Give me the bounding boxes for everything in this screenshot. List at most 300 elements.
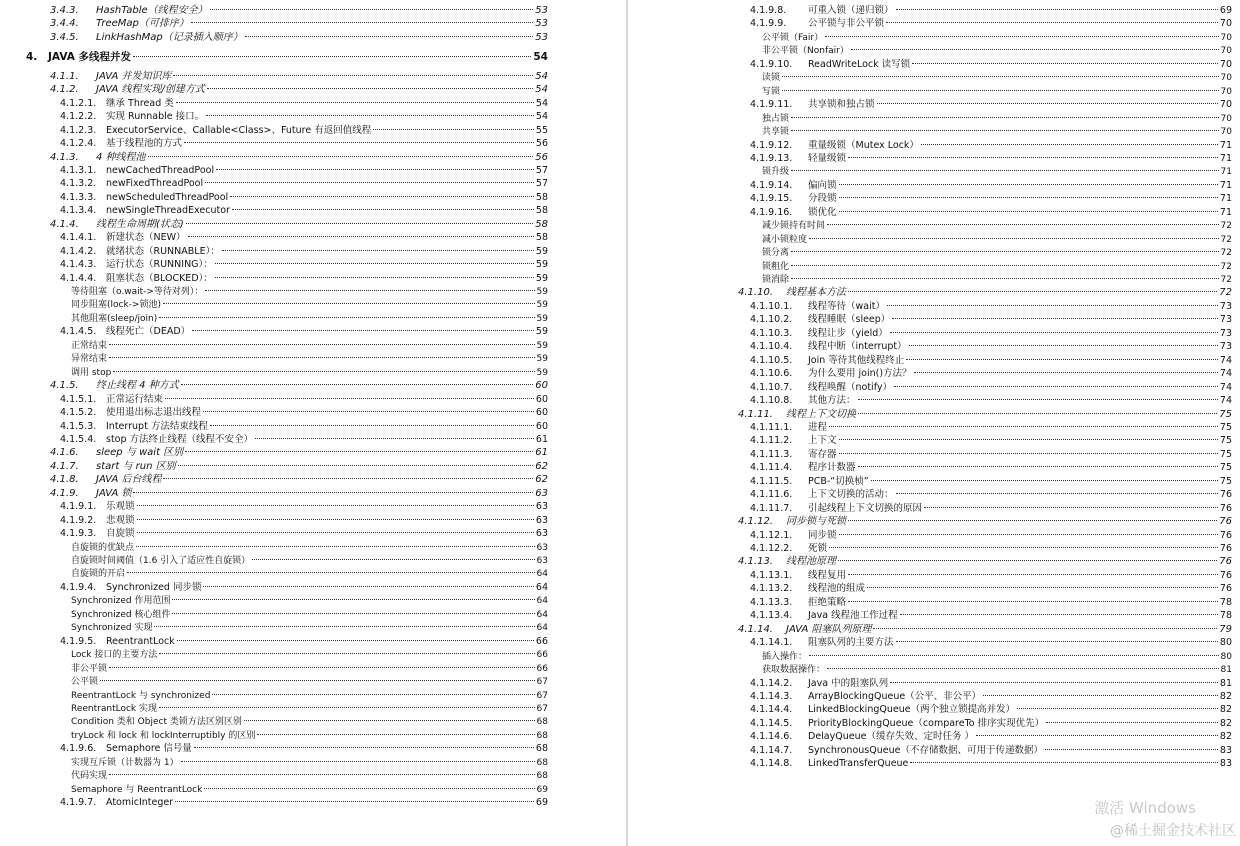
toc-page-number: 76 [1219, 583, 1232, 595]
toc-title: 实现互斥锁（计数器为 1） [71, 757, 179, 768]
toc-entry[interactable] [0, 84, 620, 96]
toc-page-number: 71 [1219, 193, 1232, 205]
toc-leader [858, 399, 1218, 400]
toc-leader [829, 547, 1218, 548]
toc-page-number: 53 [535, 18, 548, 30]
toc-leader [839, 439, 1218, 440]
activate-windows-watermark: 激活 Windows [1094, 799, 1196, 817]
toc-page-number: 73 [1219, 341, 1232, 353]
toc-entry[interactable] [632, 570, 1240, 582]
toc-title: LinkedTransferQueue [808, 758, 909, 770]
toc-number: 4.1.9.15. [750, 193, 793, 205]
toc-page-number: 73 [1219, 300, 1232, 312]
toc-title: 运行状态（RUNNING）： [106, 259, 213, 271]
toc-entry[interactable] [632, 691, 1240, 703]
toc-entry[interactable] [0, 542, 620, 554]
toc-title: JAVA 线程实现/创建方式 [96, 84, 205, 96]
toc-entry[interactable] [632, 341, 1240, 353]
toc-entry[interactable] [632, 678, 1240, 690]
toc-leader [210, 425, 534, 426]
toc-entry[interactable] [632, 664, 1240, 676]
toc-title: 代码实现 [71, 771, 108, 782]
toc-entry[interactable] [632, 59, 1240, 71]
toc-entry[interactable] [0, 649, 620, 661]
toc-leader [245, 36, 533, 37]
toc-entry[interactable] [0, 5, 620, 17]
toc-entry[interactable] [632, 651, 1240, 663]
toc-entry[interactable] [632, 409, 1240, 421]
toc-page-number: 68 [536, 757, 548, 768]
toc-page-number: 59 [535, 272, 548, 284]
toc-page-number: 72 [1220, 234, 1232, 245]
toc-number: 4.1.2.2. [60, 111, 97, 123]
toc-number: 4.1.11.5. [750, 475, 793, 487]
toc-entry[interactable] [632, 126, 1240, 138]
toc-entry[interactable] [0, 178, 620, 190]
toc-page-number: 80 [1220, 651, 1232, 662]
toc-page-number: 66 [536, 650, 548, 661]
toc-page-number: 71 [1219, 152, 1232, 164]
toc-entry[interactable] [632, 193, 1240, 205]
toc-entry[interactable] [0, 219, 620, 231]
toc-page-number: 76 [1219, 569, 1232, 581]
toc-number: 4.1.7. [50, 460, 79, 472]
toc-page-number: 72 [1220, 221, 1232, 232]
toc-entry[interactable] [0, 515, 620, 527]
toc-entry[interactable] [632, 314, 1240, 326]
toc-leader [159, 653, 534, 654]
toc-entry[interactable] [632, 435, 1240, 447]
toc-entry[interactable] [0, 232, 620, 244]
toc-title: 阻塞队列的主要方法 [808, 637, 894, 649]
toc-page-number: 75 [1219, 408, 1232, 420]
toc-number: 4.1.9.2. [60, 514, 97, 526]
toc-title: 自旋锁的优缺点 [71, 542, 135, 553]
toc-entry[interactable] [632, 449, 1240, 461]
toc-leader [892, 318, 1218, 319]
toc-entry[interactable] [632, 45, 1240, 57]
toc-entry[interactable] [0, 757, 620, 769]
toc-title: LinkHashMap（记录插入顺序） [96, 31, 243, 43]
toc-leader [886, 22, 1218, 23]
toc-entry[interactable] [632, 99, 1240, 111]
toc-page-number: 53 [535, 5, 548, 16]
toc-entry[interactable] [632, 328, 1240, 340]
toc-entry[interactable] [0, 111, 620, 123]
toc-page-number: 82 [1219, 690, 1232, 702]
toc-number: 4.1.12. [738, 516, 773, 528]
toc-title: 线程死亡（DEAD） [106, 326, 191, 338]
toc-page-number: 63 [535, 528, 548, 540]
toc-leader [921, 144, 1218, 145]
toc-leader [791, 251, 1219, 252]
toc-entry[interactable] [0, 353, 620, 365]
toc-entry[interactable] [0, 582, 620, 594]
toc-page-number: 59 [536, 300, 548, 311]
toc-entry[interactable] [0, 555, 620, 567]
toc-entry[interactable] [632, 637, 1240, 649]
toc-page-number: 81 [1220, 665, 1232, 676]
toc-entry[interactable] [0, 192, 620, 204]
toc-entry[interactable] [632, 274, 1240, 286]
toc-entry[interactable] [632, 476, 1240, 488]
toc-number: 4.1.12.1. [750, 529, 793, 541]
toc-leader [896, 493, 1218, 494]
toc-entry[interactable] [0, 528, 620, 540]
toc-page-number: 69 [536, 784, 548, 795]
toc-page-number: 58 [535, 191, 548, 203]
toc-leader [839, 534, 1218, 535]
toc-leader [137, 505, 534, 506]
toc-page-number: 71 [1219, 179, 1232, 191]
toc-entry[interactable] [0, 138, 620, 150]
toc-title: 重量级锁（Mutex Lock） [808, 139, 919, 151]
toc-number: 4.1.2.1. [60, 97, 97, 109]
toc-entry[interactable] [632, 5, 1240, 17]
toc-page-number: 75 [1219, 435, 1232, 447]
toc-title: 线程池原理 [786, 556, 836, 568]
toc-number: 4.1.4.2. [60, 245, 97, 257]
toc-entry[interactable] [632, 180, 1240, 192]
toc-entry[interactable] [632, 624, 1240, 636]
toc-entry[interactable] [0, 784, 620, 796]
toc-entry[interactable] [0, 246, 620, 258]
toc-leader [133, 492, 533, 493]
toc-page-number: 56 [535, 151, 548, 163]
toc-entry[interactable] [0, 152, 620, 164]
toc-entry[interactable] [0, 447, 620, 459]
toc-entry[interactable] [0, 501, 620, 513]
toc-entry[interactable] [632, 758, 1240, 770]
toc-page-number: 78 [1219, 596, 1232, 608]
toc-entry[interactable] [0, 205, 620, 217]
toc-title: Synchronized 实现 [71, 623, 153, 634]
toc-title: PCB-“切换桢” [808, 475, 869, 487]
toc-leader [252, 559, 534, 560]
toc-entry[interactable] [632, 72, 1240, 84]
toc-page-number: 76 [1219, 543, 1232, 554]
toc-page-number: 72 [1219, 287, 1232, 299]
toc-page-number: 58 [535, 232, 548, 244]
toc-entry[interactable] [632, 543, 1240, 555]
toc-title: 公平锁（Fair） [762, 32, 824, 43]
toc-page-number: 57 [535, 178, 548, 190]
toc-entry[interactable] [0, 568, 620, 580]
toc-title: 新建状态（NEW） [106, 232, 186, 244]
toc-title: 锁消除 [762, 275, 790, 285]
toc-title: 公平锁 [71, 677, 99, 688]
toc-number: 4.1.5.3. [60, 420, 97, 432]
toc-title: Interrupt 方法结束线程 [106, 420, 208, 432]
toc-entry[interactable] [632, 355, 1240, 367]
toc-entry[interactable] [0, 636, 620, 648]
toc-leader [906, 359, 1218, 360]
toc-leader [109, 344, 535, 345]
toc-leader [109, 357, 535, 358]
toc-title: 可重入锁（递归锁） [808, 5, 894, 16]
toc-entry[interactable] [0, 71, 620, 83]
toc-leader [194, 747, 534, 748]
toc-leader [215, 263, 534, 264]
toc-number: 4.1.11.1. [750, 421, 793, 433]
toc-number: 4.1.13.1. [750, 569, 793, 581]
toc-number: 4.1.9.10. [750, 58, 793, 70]
toc-title: 同步锁 [808, 529, 837, 541]
toc-entry[interactable] [0, 367, 620, 379]
toc-leader [839, 453, 1218, 454]
toc-number: 4.1.3.2. [60, 178, 97, 190]
toc-title: JAVA 后台线程 [96, 474, 162, 486]
toc-leader [257, 734, 534, 735]
toc-number: 4.1.11.7. [750, 502, 793, 514]
toc-entry[interactable] [0, 273, 620, 285]
toc-leader [791, 130, 1219, 131]
toc-entry[interactable] [632, 86, 1240, 98]
toc-number: 4.1.11.3. [750, 448, 793, 460]
toc-leader [159, 317, 534, 318]
toc-leader [791, 117, 1219, 118]
toc-entry[interactable] [0, 407, 620, 419]
toc-entry[interactable] [0, 461, 620, 473]
toc-page-number: 63 [535, 501, 548, 513]
toc-title: 实现 Runnable 接口。 [106, 111, 205, 123]
toc-leader [871, 480, 1218, 481]
toc-entry[interactable] [0, 98, 620, 110]
toc-page-number: 54 [535, 111, 548, 123]
toc-entry[interactable] [632, 503, 1240, 515]
toc-entry[interactable] [0, 259, 620, 271]
toc-title: 线程让步（yield） [808, 327, 888, 339]
toc-page-number: 60 [535, 393, 548, 405]
toc-entry[interactable] [0, 299, 620, 311]
toc-entry[interactable] [632, 489, 1240, 501]
toc-number: 4.1.13.4. [750, 610, 793, 622]
toc-entry[interactable] [0, 434, 620, 446]
toc-leader [827, 668, 1219, 669]
toc-entry[interactable] [0, 676, 620, 688]
toc-entry[interactable] [0, 18, 620, 30]
toc-page-number: 60 [535, 407, 548, 419]
toc-entry[interactable] [632, 462, 1240, 474]
toc-entry[interactable] [632, 166, 1240, 178]
toc-entry[interactable] [632, 32, 1240, 44]
toc-title: 为什么要用 join()方法？ [808, 368, 912, 380]
toc-leader [215, 277, 534, 278]
toc-entry[interactable] [0, 340, 620, 352]
toc-number: 4.1.10.5. [750, 354, 793, 366]
toc-entry[interactable] [0, 622, 620, 634]
toc-title: 死锁 [808, 543, 828, 554]
toc-title: 乐观锁 [106, 501, 135, 513]
toc-title: 进程 [808, 421, 828, 433]
toc-entry[interactable] [0, 797, 620, 809]
toc-title: ArrayBlockingQueue（公平、非公平） [808, 690, 982, 702]
toc-entry[interactable] [632, 583, 1240, 595]
toc-entry[interactable] [632, 556, 1240, 568]
toc-number: 4.1.4. [50, 218, 79, 230]
toc-title: 基于线程池的方式 [106, 138, 183, 150]
toc-title: 上下文切换的活动： [808, 489, 894, 501]
toc-title: Semaphore 信号量 [106, 743, 192, 755]
toc-page-number: 59 [535, 259, 548, 271]
toc-page-number: 79 [1219, 623, 1232, 635]
toc-title: 同步锁与死锁 [786, 516, 846, 528]
toc-entry[interactable] [0, 380, 620, 392]
toc-entry[interactable] [0, 165, 620, 177]
toc-number: 4.1.9.7. [60, 797, 97, 809]
toc-leader [873, 628, 1217, 629]
toc-leader [827, 224, 1219, 225]
toc-number: 4.1.14.1. [750, 637, 793, 649]
toc-entry[interactable] [0, 326, 620, 338]
toc-entry[interactable] [632, 220, 1240, 232]
toc-entry[interactable] [0, 32, 620, 44]
toc-number: 4. [26, 51, 38, 64]
toc-entry[interactable] [632, 207, 1240, 219]
toc-number: 4.1.10.1. [750, 300, 793, 312]
toc-entry[interactable] [0, 595, 620, 607]
toc-number: 4.1.5. [50, 380, 79, 392]
toc-number: 4.1.3.4. [60, 205, 97, 217]
toc-leader [848, 520, 1217, 521]
toc-entry[interactable] [632, 382, 1240, 394]
toc-entry[interactable] [632, 287, 1240, 299]
toc-entry[interactable] [0, 609, 620, 621]
toc-entry[interactable] [632, 247, 1240, 259]
toc-title: 正常运行结束 [106, 393, 164, 405]
toc-entry[interactable] [632, 745, 1240, 757]
toc-leader [154, 626, 534, 627]
toc-number: 4.1.4.5. [60, 326, 97, 338]
toc-page-number: 60 [535, 380, 548, 392]
toc-page-number: 71 [1219, 139, 1232, 151]
toc-page-number: 74 [1219, 395, 1232, 407]
toc-entry[interactable] [632, 530, 1240, 542]
toc-leader [976, 735, 1218, 736]
toc-title: 自旋锁时间阈值（1.6 引入了适应性自旋锁） [71, 556, 251, 566]
toc-title: Synchronized 作用范围 [71, 596, 171, 607]
toc-page-number: 57 [535, 164, 548, 176]
toc-title: 使用退出标志退出线程 [106, 407, 202, 419]
toc-entry[interactable] [632, 610, 1240, 622]
toc-title: JAVA 并发知识库 [96, 70, 172, 82]
toc-entry[interactable] [632, 113, 1240, 125]
toc-title: 轻量级锁 [808, 152, 847, 164]
toc-page-number: 72 [1220, 275, 1232, 285]
toc-number: 4.1.10. [738, 287, 773, 299]
toc-leader [373, 129, 534, 130]
toc-entry[interactable] [632, 704, 1240, 716]
toc-page-number: 80 [1219, 637, 1232, 649]
toc-number: 4.1.10.4. [750, 341, 793, 353]
toc-title: 其他阻塞(sleep/join) [71, 313, 158, 324]
toc-entry[interactable] [632, 597, 1240, 609]
toc-title: JAVA 阻塞队列原理 [786, 623, 872, 635]
toc-title: 偏向锁 [808, 179, 837, 191]
toc-entry[interactable] [0, 125, 620, 137]
toc-page-number: 62 [535, 474, 548, 486]
toc-title: Java 线程池工作过程 [808, 610, 898, 622]
toc-leader [192, 330, 534, 331]
toc-title: 读锁 [762, 73, 781, 84]
toc-entry[interactable] [0, 474, 620, 486]
toc-title: 写锁 [762, 86, 781, 97]
toc-leader [848, 574, 1218, 575]
toc-leader [173, 75, 533, 76]
toc-number: 4.1.9. [50, 487, 79, 499]
toc-title: 引起线程上下文切换的原因 [808, 502, 923, 514]
toc-leader [204, 788, 534, 789]
toc-entry[interactable] [0, 51, 620, 63]
toc-entry[interactable] [0, 690, 620, 702]
toc-leader [191, 22, 533, 23]
toc-number: 4.1.14.7. [750, 744, 793, 756]
toc-page-number: 64 [536, 569, 548, 580]
toc-title: 线程唤醒（notify） [808, 381, 892, 393]
toc-leader [203, 411, 534, 412]
toc-page-number: 74 [1219, 381, 1232, 393]
toc-entry[interactable] [0, 394, 620, 406]
toc-number: 4.1.9.5. [60, 635, 97, 647]
toc-entry[interactable] [0, 286, 620, 298]
toc-entry[interactable] [632, 18, 1240, 30]
toc-entry[interactable] [632, 301, 1240, 313]
toc-title: 线程基本方法 [786, 287, 846, 299]
toc-entry[interactable] [0, 663, 620, 675]
toc-entry[interactable] [632, 261, 1240, 273]
toc-entry[interactable] [0, 313, 620, 325]
toc-leader [163, 303, 535, 304]
toc-entry[interactable] [632, 731, 1240, 743]
toc-entry[interactable] [0, 770, 620, 782]
toc-entry[interactable] [632, 140, 1240, 152]
toc-entry[interactable] [0, 488, 620, 500]
toc-title: Condition 类和 Object 类锁方法区别区别 [71, 717, 242, 728]
toc-entry[interactable] [632, 422, 1240, 434]
toc-entry[interactable] [0, 716, 620, 728]
toc-title: 等待阻塞（o.wait->等待对列）： [71, 287, 204, 297]
toc-page-number: 83 [1219, 758, 1232, 770]
toc-leader [212, 694, 534, 695]
toc-entry[interactable] [632, 516, 1240, 528]
toc-leader [172, 599, 534, 600]
toc-entry[interactable] [632, 718, 1240, 730]
toc-entry[interactable] [632, 368, 1240, 380]
toc-title: 拒绝策略 [808, 596, 847, 608]
toc-number: 4.1.14.3. [750, 690, 793, 702]
toc-page-number: 68 [536, 771, 548, 782]
toc-entry[interactable] [632, 234, 1240, 246]
toc-page-number: 61 [535, 433, 548, 445]
toc-title: JAVA 多线程并发 [48, 51, 132, 64]
toc-page-number: 60 [535, 420, 548, 432]
toc-number: 4.1.9.16. [750, 206, 793, 218]
toc-entry[interactable] [0, 743, 620, 755]
toc-entry[interactable] [632, 395, 1240, 407]
toc-number: 4.1.8. [50, 474, 79, 486]
toc-leader [839, 197, 1218, 198]
toc-entry[interactable] [0, 703, 620, 715]
toc-page-number: 70 [1220, 73, 1232, 84]
toc-page-number: 68 [536, 730, 548, 741]
toc-page-number: 64 [536, 596, 548, 607]
toc-page-number: 70 [1219, 99, 1232, 111]
toc-entry[interactable] [632, 153, 1240, 165]
toc-leader [163, 478, 533, 479]
toc-entry[interactable] [0, 730, 620, 742]
toc-leader [181, 384, 534, 385]
toc-entry[interactable] [0, 421, 620, 433]
